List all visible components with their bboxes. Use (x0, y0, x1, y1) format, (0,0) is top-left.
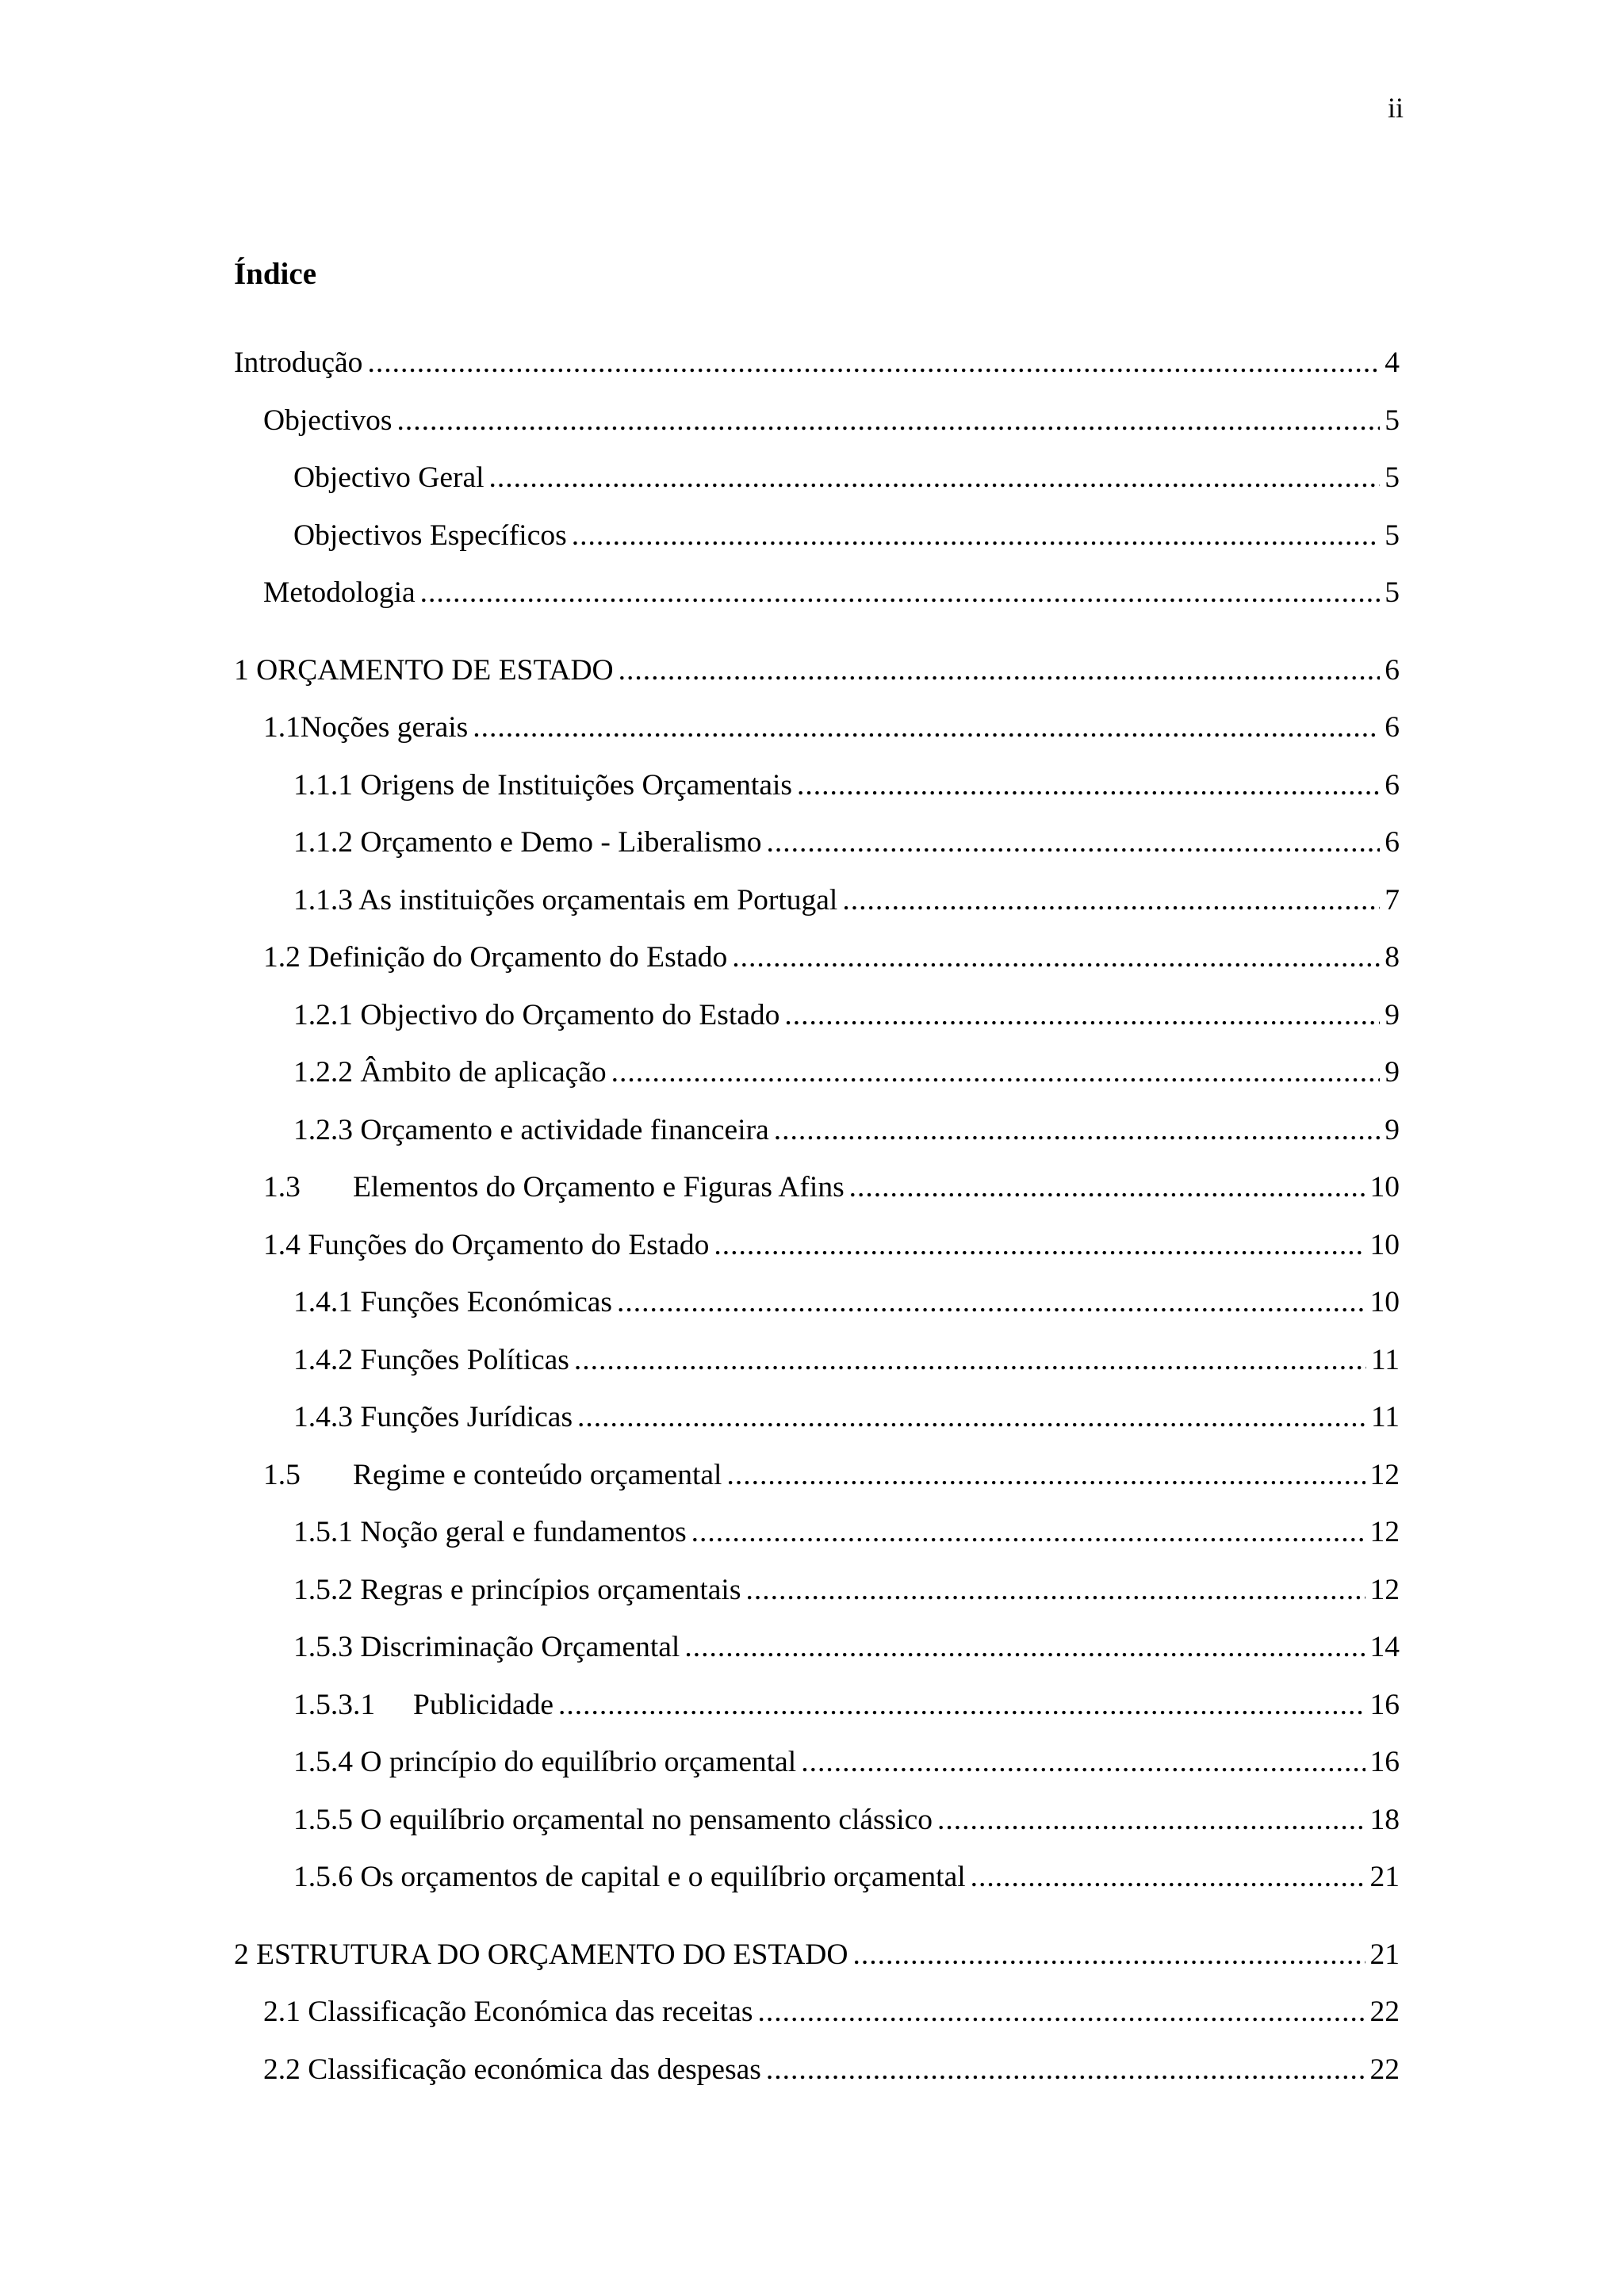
toc-dot-leader (473, 699, 1380, 757)
toc-entry-title: Introdução (234, 346, 363, 379)
toc-entry-page: 5 (1385, 576, 1400, 609)
toc-entry[interactable] (234, 1849, 1400, 1907)
toc-dot-leader (732, 929, 1380, 987)
toc-entry-page: 6 (1385, 711, 1400, 744)
toc-entry-title: 2.2 Classificação económica das despesas (263, 2053, 761, 2086)
toc-entry-title: 1.4.2 Funções Políticas (293, 1343, 569, 1376)
toc-entry-page: 22 (1369, 2053, 1400, 2086)
toc-entry-title: 1.4.1 Funções Económicas (293, 1286, 613, 1318)
toc-dot-leader (572, 507, 1381, 565)
toc-entry-page: 6 (1385, 768, 1400, 802)
toc-entry[interactable] (234, 1677, 1400, 1735)
toc-entry-page: 8 (1385, 941, 1400, 974)
toc-dot-leader (558, 1677, 1365, 1735)
toc-dot-leader (619, 642, 1381, 700)
toc-entry-title: Regime e conteúdo orçamental (353, 1458, 722, 1491)
toc-entry-page: 21 (1369, 1861, 1400, 1893)
toc-entry-title: 1.4 Funções do Orçamento do Estado (263, 1228, 710, 1261)
toc-entry[interactable] (234, 1274, 1400, 1332)
toc-entry[interactable] (234, 1102, 1400, 1160)
toc-entry-title: 2 ESTRUTURA DO ORÇAMENTO DO ESTADO (234, 1938, 848, 1971)
toc-dot-leader (420, 564, 1381, 622)
toc-entry[interactable] (234, 1734, 1400, 1792)
toc-entry-title: Publicidade (413, 1688, 554, 1721)
toc-entry-number: 1.3 (263, 1171, 301, 1203)
toc-dot-leader (577, 1389, 1366, 1447)
page-number: ii (1387, 92, 1404, 124)
toc-entry-title: 1.5.5 O equilíbrio orçamental no pensamento clássico (293, 1803, 933, 1836)
toc-entry-page: 14 (1369, 1631, 1400, 1663)
toc-entry[interactable] (234, 642, 1400, 700)
toc-entry-title: Objectivos Específicos (293, 519, 567, 552)
toc-entry-title: 1.2 Definição do Orçamento do Estado (263, 941, 728, 974)
toc-dot-leader (574, 1332, 1366, 1390)
toc-dot-leader (852, 1927, 1365, 1984)
toc-entry-title: 1.4.3 Funções Jurídicas (293, 1401, 573, 1433)
toc-entry-title: 1.1.2 Orçamento e Demo - Liberalismo (293, 826, 762, 859)
toc-entry-page: 10 (1369, 1286, 1400, 1318)
toc-dot-leader (849, 1159, 1365, 1217)
toc-dot-leader (797, 757, 1380, 815)
toc-entry-title: 1.5.1 Noção geral e fundamentos (293, 1516, 687, 1548)
toc-dot-leader (611, 1044, 1381, 1102)
toc-entry-page: 10 (1369, 1171, 1400, 1203)
toc-entry-title: 1.1.3 As instituições orçamentais em Portugal (293, 883, 838, 916)
toc-entry[interactable] (234, 1332, 1400, 1390)
toc-entry-page: 6 (1385, 826, 1400, 859)
toc-entry-page: 11 (1370, 1401, 1400, 1433)
toc-entry-title: 1.2.3 Orçamento e actividade financeira (293, 1113, 769, 1146)
toc-entry[interactable] (234, 929, 1400, 987)
toc-entry-page: 22 (1369, 1996, 1400, 2028)
toc-entry[interactable] (234, 1792, 1400, 1850)
toc-entry-title: 1 ORÇAMENTO DE ESTADO (234, 653, 614, 687)
toc-entry-title: 1.2.2 Âmbito de aplicação (293, 1056, 607, 1089)
toc-entry-page: 5 (1385, 519, 1400, 552)
toc-entry[interactable] (234, 757, 1400, 815)
toc-entry-title: 1.5.2 Regras e princípios orçamentais (293, 1573, 741, 1606)
toc-entry-title: Metodologia (263, 576, 416, 609)
toc-dot-leader (714, 1217, 1365, 1275)
toc-heading: Índice (234, 257, 317, 291)
toc-entry[interactable] (234, 1159, 1400, 1217)
toc-entry-page: 4 (1385, 346, 1400, 379)
toc-entry-title: 1.5.4 O princípio do equilíbrio orçamental (293, 1746, 797, 1778)
toc-entry-page: 21 (1369, 1938, 1400, 1971)
toc-dot-leader (801, 1734, 1365, 1792)
toc-dot-leader (726, 1447, 1365, 1505)
toc-entry[interactable] (234, 335, 1400, 392)
toc-dot-leader (684, 1619, 1365, 1677)
toc-entry-title: 1.5.3 Discriminação Orçamental (293, 1631, 680, 1663)
toc-entry-title: Elementos do Orçamento e Figuras Afins (353, 1171, 845, 1203)
toc-entry-page: 16 (1369, 1746, 1400, 1778)
toc-entry[interactable] (234, 1504, 1400, 1562)
toc-dot-leader (745, 1562, 1365, 1620)
toc-dot-leader (971, 1849, 1365, 1907)
toc-entry-title: 2.1 Classificação Económica das receitas (263, 1996, 753, 2028)
toc-entry-title: Objectivos (263, 404, 393, 437)
toc-dot-leader (396, 392, 1380, 450)
toc-dot-leader (489, 450, 1381, 507)
toc-entry[interactable] (234, 392, 1400, 450)
toc-entry[interactable] (234, 2042, 1400, 2099)
toc-dot-leader (766, 814, 1380, 872)
toc-entry-page: 9 (1385, 1113, 1400, 1146)
toc-entry-title: 1.1Noções gerais (263, 711, 469, 744)
toc-entry-title: 1.2.1 Objectivo do Orçamento do Estado (293, 998, 780, 1031)
toc-dot-leader (367, 335, 1380, 392)
toc-entry-number: 1.5 (263, 1458, 301, 1491)
toc-entry-page: 12 (1369, 1573, 1400, 1606)
toc-entry[interactable] (234, 1044, 1400, 1102)
toc-entry-number: 1.5.3.1 (293, 1688, 376, 1721)
toc-entry[interactable] (234, 507, 1400, 565)
toc-entry-title: 1.5.6 Os orçamentos de capital e o equilíbrio orçamental (293, 1861, 966, 1893)
toc-entry[interactable] (234, 814, 1400, 872)
toc-entry[interactable] (234, 1927, 1400, 1984)
toc-entry[interactable] (234, 1984, 1400, 2042)
toc-entry-page: 18 (1369, 1803, 1400, 1836)
toc-entry-page: 12 (1369, 1458, 1400, 1491)
toc-entry-page: 5 (1385, 404, 1400, 437)
toc-entry-page: 16 (1369, 1688, 1400, 1721)
toc-dot-leader (766, 2042, 1365, 2099)
toc-entry[interactable] (234, 1619, 1400, 1677)
toc-dot-leader (617, 1274, 1365, 1332)
toc-entry-page: 10 (1369, 1228, 1400, 1261)
toc-entry[interactable] (234, 450, 1400, 507)
toc-dot-leader (842, 872, 1380, 930)
toc-dot-leader (774, 1102, 1381, 1160)
toc-entry-page: 12 (1369, 1516, 1400, 1548)
toc-entry[interactable] (234, 1562, 1400, 1620)
toc-dot-leader (691, 1504, 1365, 1562)
toc-entry-page: 9 (1385, 998, 1400, 1031)
toc-entry-page: 6 (1385, 653, 1400, 687)
toc-entry[interactable] (234, 987, 1400, 1045)
toc-entry-page: 7 (1385, 883, 1400, 916)
toc-dot-leader (784, 987, 1380, 1045)
toc-entry-page: 9 (1385, 1056, 1400, 1089)
toc-entry-title: 1.1.1 Origens de Instituições Orçamentais (293, 768, 793, 802)
toc-entry[interactable] (234, 872, 1400, 930)
toc-entry[interactable] (234, 1217, 1400, 1275)
toc-dot-leader (757, 1984, 1365, 2042)
toc-entry[interactable] (234, 564, 1400, 622)
toc-entry-title: Objectivo Geral (293, 461, 485, 494)
toc-entry[interactable] (234, 1389, 1400, 1447)
toc-entry[interactable] (234, 1447, 1400, 1505)
toc-entry[interactable] (234, 699, 1400, 757)
table-of-contents (234, 335, 1400, 2099)
toc-entry-page: 5 (1385, 461, 1400, 494)
toc-entry-page: 11 (1370, 1343, 1400, 1376)
toc-dot-leader (937, 1792, 1365, 1850)
